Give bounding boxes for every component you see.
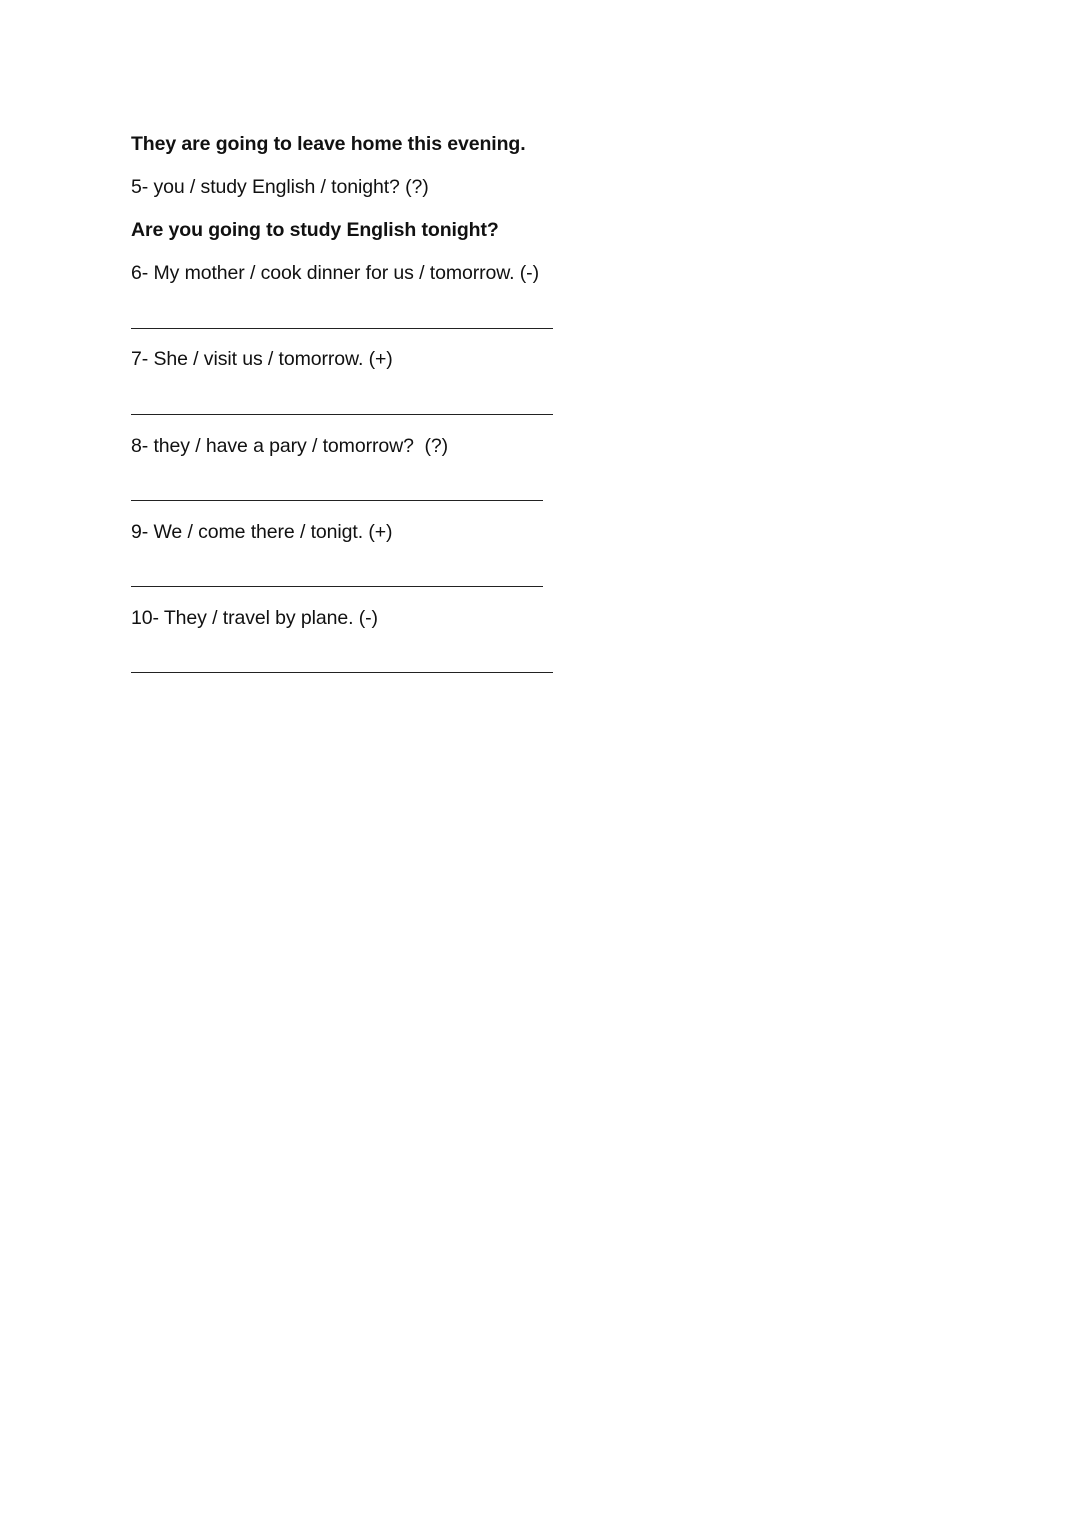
answer-blank-7[interactable] <box>131 414 553 415</box>
question-7: 7- She / visit us / tomorrow. (+) <box>131 348 393 370</box>
question-5: 5- you / study English / tonight? (?) <box>131 176 429 198</box>
example-answer-5: Are you going to study English tonight? <box>131 219 499 241</box>
answer-blank-10[interactable] <box>131 672 553 673</box>
question-6: 6- My mother / cook dinner for us / tomorrow. (-) <box>131 262 539 284</box>
question-8: 8- they / have a pary / tomorrow? (?) <box>131 435 448 457</box>
answer-blank-9[interactable] <box>131 586 543 587</box>
answer-blank-8[interactable] <box>131 500 543 501</box>
question-10: 10- They / travel by plane. (-) <box>131 607 378 629</box>
question-9: 9- We / come there / tonigt. (+) <box>131 521 393 543</box>
example-answer-4: They are going to leave home this evening. <box>131 133 526 155</box>
answer-blank-6[interactable] <box>131 328 553 329</box>
